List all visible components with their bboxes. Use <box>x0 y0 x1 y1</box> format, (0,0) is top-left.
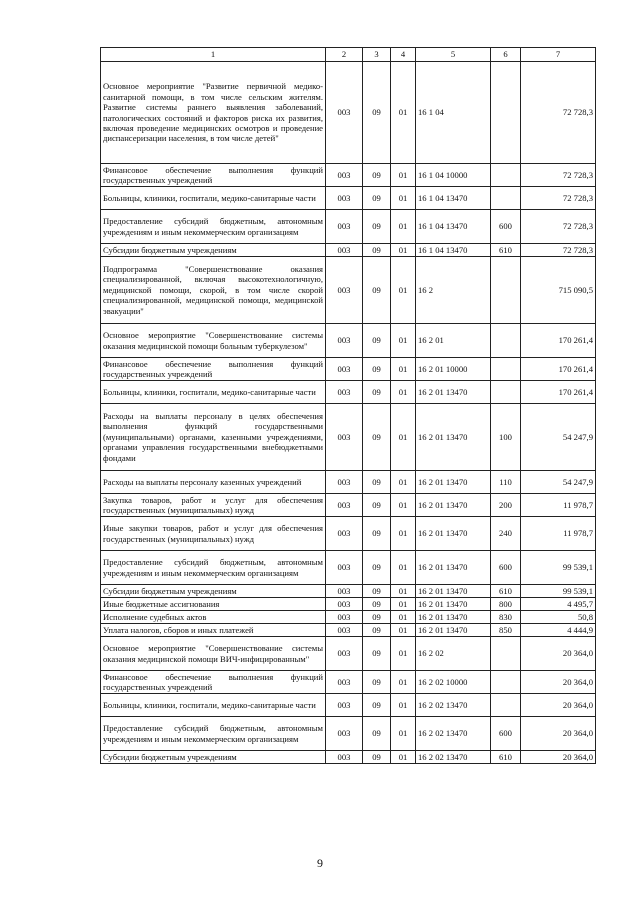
row-amount-cell: 20 364,0 <box>521 671 596 694</box>
table-row <box>101 471 596 494</box>
row-rz-cell: 09 <box>363 624 391 637</box>
table-row <box>101 551 596 585</box>
row-vr-cell <box>491 381 521 404</box>
row-name-cell: Уплата налогов, сборов и иных платежей <box>101 624 326 637</box>
table-row <box>101 517 596 551</box>
table-row <box>101 694 596 717</box>
row-rz-cell: 09 <box>363 717 391 751</box>
row-pr-cell: 01 <box>391 517 416 551</box>
row-vr-cell <box>491 358 521 381</box>
row-csr-cell: 16 2 02 13470 <box>416 751 491 764</box>
row-vr-cell <box>491 257 521 324</box>
table-row <box>101 62 596 164</box>
row-amount-cell: 20 364,0 <box>521 751 596 764</box>
row-rz-cell: 09 <box>363 637 391 671</box>
row-vr-cell: 100 <box>491 404 521 471</box>
budget-table <box>100 47 596 764</box>
row-amount-cell: 4 495,7 <box>521 598 596 611</box>
table-row <box>101 257 596 324</box>
row-csr-cell: 16 1 04 10000 <box>416 164 491 187</box>
row-pr-cell: 01 <box>391 244 416 257</box>
table-row <box>101 671 596 694</box>
col-header-3: 3 <box>363 48 391 62</box>
row-vr-cell: 610 <box>491 244 521 257</box>
row-vr-cell <box>491 62 521 164</box>
row-pr-cell: 01 <box>391 324 416 358</box>
row-vr-cell <box>491 187 521 210</box>
row-csr-cell: 16 2 01 13470 <box>416 471 491 494</box>
row-pr-cell: 01 <box>391 611 416 624</box>
row-grbs-cell: 003 <box>326 381 363 404</box>
row-vr-cell: 200 <box>491 494 521 517</box>
row-rz-cell: 09 <box>363 611 391 624</box>
row-grbs-cell: 003 <box>326 404 363 471</box>
row-grbs-cell: 003 <box>326 517 363 551</box>
row-csr-cell: 16 2 01 13470 <box>416 598 491 611</box>
row-amount-cell: 54 247,9 <box>521 404 596 471</box>
row-grbs-cell: 003 <box>326 551 363 585</box>
row-rz-cell: 09 <box>363 585 391 598</box>
row-pr-cell: 01 <box>391 551 416 585</box>
row-grbs-cell: 003 <box>326 244 363 257</box>
row-amount-cell: 11 978,7 <box>521 517 596 551</box>
row-amount-cell: 99 539,1 <box>521 551 596 585</box>
row-pr-cell: 01 <box>391 717 416 751</box>
row-vr-cell <box>491 324 521 358</box>
table-row <box>101 585 596 598</box>
row-rz-cell: 09 <box>363 517 391 551</box>
table-body <box>101 62 596 764</box>
row-grbs-cell: 003 <box>326 164 363 187</box>
row-grbs-cell: 003 <box>326 717 363 751</box>
row-grbs-cell: 003 <box>326 187 363 210</box>
row-csr-cell: 16 2 01 10000 <box>416 358 491 381</box>
row-rz-cell: 09 <box>363 187 391 210</box>
row-amount-cell: 11 978,7 <box>521 494 596 517</box>
row-name-cell: Исполнение судебных актов <box>101 611 326 624</box>
row-csr-cell: 16 2 01 13470 <box>416 494 491 517</box>
row-pr-cell: 01 <box>391 210 416 244</box>
row-rz-cell: 09 <box>363 694 391 717</box>
col-header-1: 1 <box>101 48 326 62</box>
row-amount-cell: 50,8 <box>521 611 596 624</box>
row-name-cell: Больницы, клиники, госпитали, медико-санитарные части <box>101 381 326 404</box>
row-amount-cell: 170 261,4 <box>521 358 596 381</box>
row-vr-cell: 110 <box>491 471 521 494</box>
row-name-cell: Иные закупки товаров, работ и услуг для обеспечения государственных (муниципальных) нужд <box>101 517 326 551</box>
row-csr-cell: 16 2 01 <box>416 324 491 358</box>
row-name-cell: Больницы, клиники, госпитали, медико-санитарные части <box>101 187 326 210</box>
col-header-5: 5 <box>416 48 491 62</box>
col-header-6: 6 <box>491 48 521 62</box>
row-csr-cell: 16 2 02 13470 <box>416 717 491 751</box>
row-vr-cell: 610 <box>491 751 521 764</box>
row-rz-cell: 09 <box>363 598 391 611</box>
row-vr-cell <box>491 671 521 694</box>
row-name-cell: Закупка товаров, работ и услуг для обеспечения государственных (муниципальных) нужд <box>101 494 326 517</box>
row-pr-cell: 01 <box>391 494 416 517</box>
row-pr-cell: 01 <box>391 381 416 404</box>
row-amount-cell: 715 090,5 <box>521 257 596 324</box>
table-row <box>101 187 596 210</box>
table-row <box>101 404 596 471</box>
table-row <box>101 624 596 637</box>
row-name-cell: Больницы, клиники, госпитали, медико-санитарные части <box>101 694 326 717</box>
row-pr-cell: 01 <box>391 598 416 611</box>
row-rz-cell: 09 <box>363 751 391 764</box>
row-csr-cell: 16 2 01 13470 <box>416 585 491 598</box>
row-name-cell: Основное мероприятие "Совершенствование системы оказания медицинской помощи больным туберкулезом" <box>101 324 326 358</box>
row-amount-cell: 99 539,1 <box>521 585 596 598</box>
row-amount-cell: 20 364,0 <box>521 694 596 717</box>
row-name-cell: Расходы на выплаты персоналу в целях обеспечения выполнения функций государственными (муниципальными) органами, казенными учреждениями, органами управления государственными внебюджетными фондами <box>101 404 326 471</box>
row-csr-cell: 16 2 <box>416 257 491 324</box>
row-amount-cell: 20 364,0 <box>521 717 596 751</box>
row-vr-cell: 830 <box>491 611 521 624</box>
row-grbs-cell: 003 <box>326 598 363 611</box>
row-name-cell: Основное мероприятие "Развитие первичной медико-санитарной помощи, в том числе сельским жителям. Развитие системы раннего выявления заболеваний, патологических состояний и факторов риска их развития, включая проведение медицинских осмотров и проведение диспансеризации населения, в том числе детей" <box>101 62 326 164</box>
row-rz-cell: 09 <box>363 358 391 381</box>
row-rz-cell: 09 <box>363 671 391 694</box>
table-row <box>101 358 596 381</box>
page-number: 9 <box>317 856 323 870</box>
row-name-cell: Финансовое обеспечение выполнения функций государственных учреждений <box>101 671 326 694</box>
row-vr-cell: 800 <box>491 598 521 611</box>
row-pr-cell: 01 <box>391 694 416 717</box>
row-pr-cell: 01 <box>391 164 416 187</box>
row-grbs-cell: 003 <box>326 210 363 244</box>
table-row <box>101 637 596 671</box>
col-header-7: 7 <box>521 48 596 62</box>
row-rz-cell: 09 <box>363 471 391 494</box>
row-vr-cell: 850 <box>491 624 521 637</box>
row-grbs-cell: 003 <box>326 585 363 598</box>
row-pr-cell: 01 <box>391 358 416 381</box>
col-header-4: 4 <box>391 48 416 62</box>
row-name-cell: Иные бюджетные ассигнования <box>101 598 326 611</box>
row-name-cell: Предоставление субсидий бюджетным, автономным учреждениям и иным некоммерческим организациям <box>101 210 326 244</box>
row-pr-cell: 01 <box>391 62 416 164</box>
row-grbs-cell: 003 <box>326 471 363 494</box>
row-vr-cell <box>491 694 521 717</box>
table-row <box>101 611 596 624</box>
row-name-cell: Субсидии бюджетным учреждениям <box>101 585 326 598</box>
row-pr-cell: 01 <box>391 637 416 671</box>
table-row <box>101 381 596 404</box>
row-amount-cell: 72 728,3 <box>521 187 596 210</box>
row-pr-cell: 01 <box>391 624 416 637</box>
row-grbs-cell: 003 <box>326 358 363 381</box>
row-grbs-cell: 003 <box>326 62 363 164</box>
row-amount-cell: 72 728,3 <box>521 62 596 164</box>
table-header-row <box>101 48 596 62</box>
row-rz-cell: 09 <box>363 244 391 257</box>
row-rz-cell: 09 <box>363 494 391 517</box>
row-csr-cell: 16 2 02 10000 <box>416 671 491 694</box>
row-rz-cell: 09 <box>363 381 391 404</box>
row-amount-cell: 72 728,3 <box>521 244 596 257</box>
row-csr-cell: 16 2 01 13470 <box>416 624 491 637</box>
row-name-cell: Предоставление субсидий бюджетным, автономным учреждениям и иным некоммерческим организациям <box>101 717 326 751</box>
table-row <box>101 494 596 517</box>
row-rz-cell: 09 <box>363 324 391 358</box>
row-csr-cell: 16 2 02 13470 <box>416 694 491 717</box>
row-name-cell: Основное мероприятие "Совершенствование системы оказания медицинской помощи ВИЧ-инфицированным" <box>101 637 326 671</box>
row-grbs-cell: 003 <box>326 671 363 694</box>
table-row <box>101 717 596 751</box>
col-header-2: 2 <box>326 48 363 62</box>
row-pr-cell: 01 <box>391 671 416 694</box>
row-vr-cell: 240 <box>491 517 521 551</box>
table-row <box>101 210 596 244</box>
row-vr-cell: 600 <box>491 551 521 585</box>
row-pr-cell: 01 <box>391 404 416 471</box>
row-csr-cell: 16 2 01 13470 <box>416 551 491 585</box>
row-amount-cell: 4 444,9 <box>521 624 596 637</box>
table-row <box>101 598 596 611</box>
row-amount-cell: 72 728,3 <box>521 210 596 244</box>
row-amount-cell: 20 364,0 <box>521 637 596 671</box>
table-row <box>101 244 596 257</box>
row-rz-cell: 09 <box>363 210 391 244</box>
row-name-cell: Предоставление субсидий бюджетным, автономным учреждениям и иным некоммерческим организациям <box>101 551 326 585</box>
row-name-cell: Финансовое обеспечение выполнения функций государственных учреждений <box>101 358 326 381</box>
row-pr-cell: 01 <box>391 585 416 598</box>
row-grbs-cell: 003 <box>326 611 363 624</box>
row-pr-cell: 01 <box>391 187 416 210</box>
table-row <box>101 164 596 187</box>
row-rz-cell: 09 <box>363 404 391 471</box>
row-grbs-cell: 003 <box>326 624 363 637</box>
row-name-cell: Субсидии бюджетным учреждениям <box>101 751 326 764</box>
row-vr-cell <box>491 637 521 671</box>
row-csr-cell: 16 2 02 <box>416 637 491 671</box>
row-grbs-cell: 003 <box>326 324 363 358</box>
table-row <box>101 324 596 358</box>
row-csr-cell: 16 2 01 13470 <box>416 611 491 624</box>
row-pr-cell: 01 <box>391 471 416 494</box>
row-amount-cell: 170 261,4 <box>521 324 596 358</box>
row-csr-cell: 16 1 04 13470 <box>416 244 491 257</box>
row-vr-cell: 610 <box>491 585 521 598</box>
row-csr-cell: 16 1 04 <box>416 62 491 164</box>
row-amount-cell: 54 247,9 <box>521 471 596 494</box>
row-csr-cell: 16 1 04 13470 <box>416 187 491 210</box>
row-csr-cell: 16 2 01 13470 <box>416 517 491 551</box>
row-csr-cell: 16 1 04 13470 <box>416 210 491 244</box>
row-amount-cell: 170 261,4 <box>521 381 596 404</box>
row-grbs-cell: 003 <box>326 751 363 764</box>
row-pr-cell: 01 <box>391 751 416 764</box>
row-csr-cell: 16 2 01 13470 <box>416 381 491 404</box>
row-amount-cell: 72 728,3 <box>521 164 596 187</box>
row-csr-cell: 16 2 01 13470 <box>416 404 491 471</box>
row-vr-cell <box>491 164 521 187</box>
row-grbs-cell: 003 <box>326 637 363 671</box>
row-name-cell: Подпрограмма "Совершенствование оказания специализированной, включая высокотехнологичную, медицинской помощи, скорой, в том числе скорой специализированной, медицинской помощи, медицинской эвакуации" <box>101 257 326 324</box>
row-grbs-cell: 003 <box>326 494 363 517</box>
table-row <box>101 751 596 764</box>
row-grbs-cell: 003 <box>326 694 363 717</box>
row-vr-cell: 600 <box>491 717 521 751</box>
row-name-cell: Финансовое обеспечение выполнения функций государственных учреждений <box>101 164 326 187</box>
row-rz-cell: 09 <box>363 551 391 585</box>
row-pr-cell: 01 <box>391 257 416 324</box>
row-rz-cell: 09 <box>363 62 391 164</box>
row-name-cell: Субсидии бюджетным учреждениям <box>101 244 326 257</box>
row-vr-cell: 600 <box>491 210 521 244</box>
row-rz-cell: 09 <box>363 164 391 187</box>
row-grbs-cell: 003 <box>326 257 363 324</box>
row-name-cell: Расходы на выплаты персоналу казенных учреждений <box>101 471 326 494</box>
row-rz-cell: 09 <box>363 257 391 324</box>
